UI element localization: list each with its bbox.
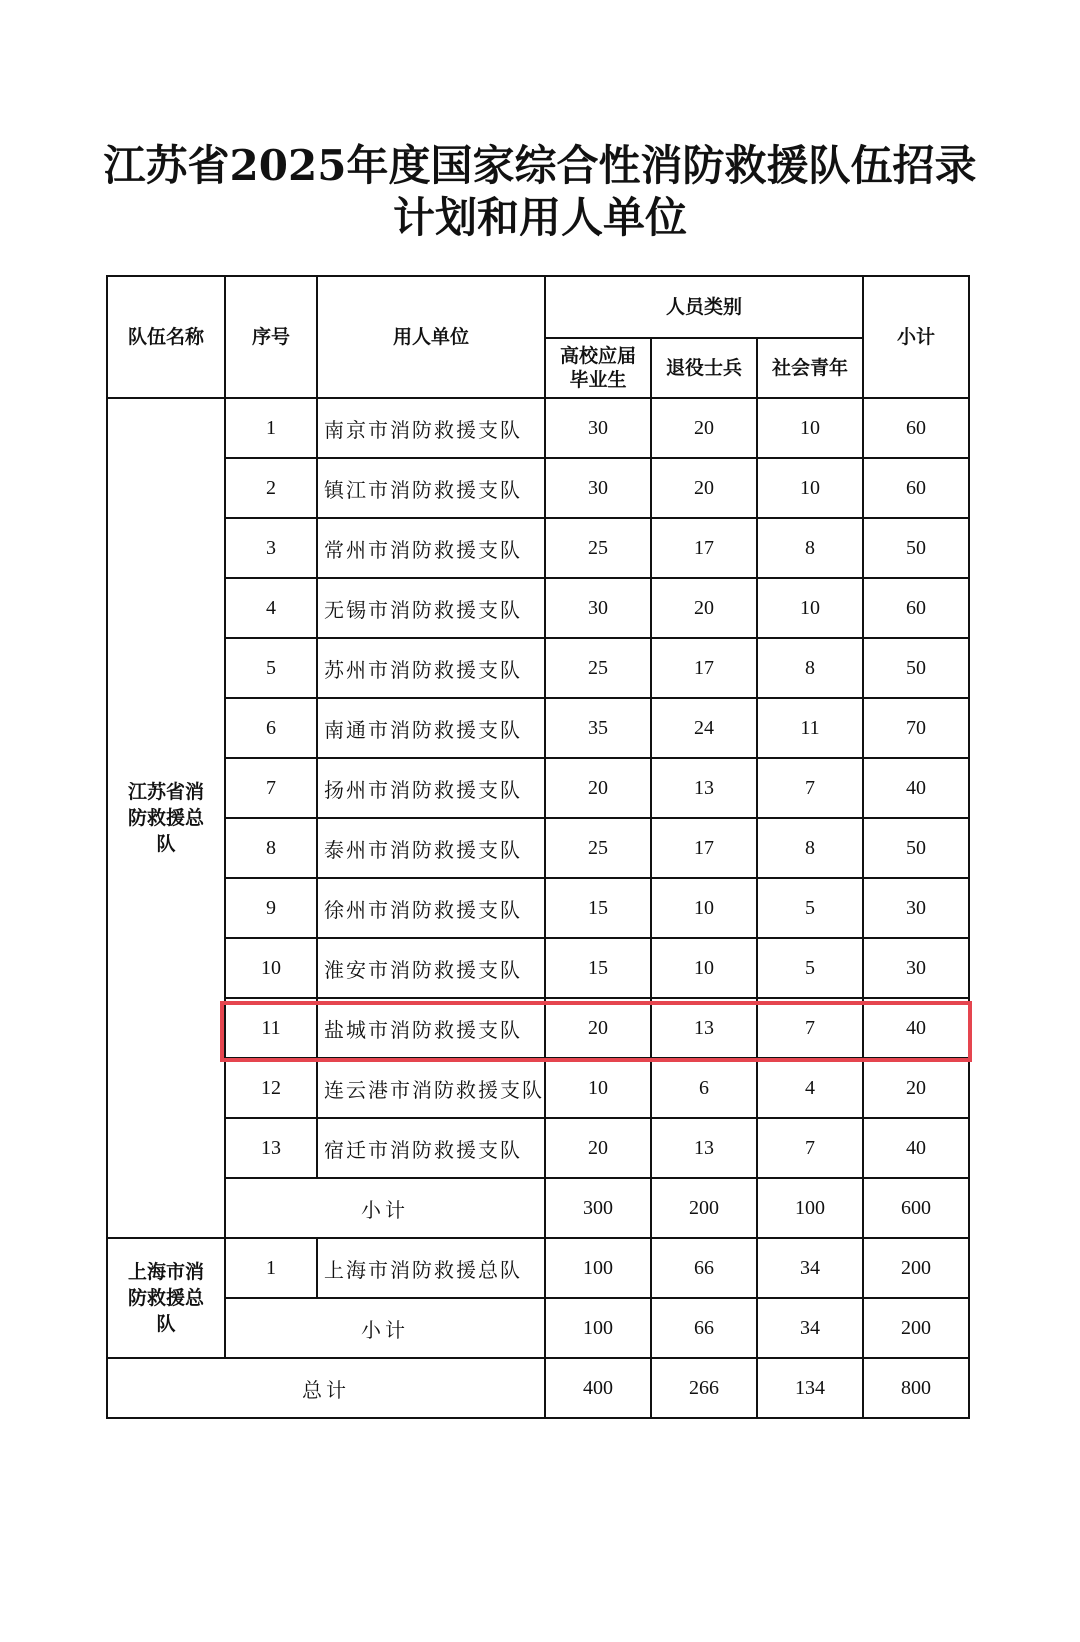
table-row: [107, 518, 969, 578]
youth-cell: 11: [757, 698, 863, 758]
unit-cell: 淮安市消防救援支队: [317, 938, 545, 998]
youth-cell: 5: [757, 878, 863, 938]
seq-cell: 6: [225, 698, 317, 758]
graduates-cell: 20: [545, 758, 651, 818]
unit-cell: 连云港市消防救援支队: [317, 1058, 545, 1118]
veterans-cell: 17: [651, 818, 757, 878]
youth-cell: 34: [757, 1298, 863, 1358]
subtotal-cell: 60: [863, 398, 969, 458]
subtotal-cell: 60: [863, 458, 969, 518]
seq-cell: 5: [225, 638, 317, 698]
seq-cell: 8: [225, 818, 317, 878]
unit-cell: 无锡市消防救援支队: [317, 578, 545, 638]
seq-cell: 12: [225, 1058, 317, 1118]
youth-cell: 7: [757, 758, 863, 818]
youth-cell: 8: [757, 818, 863, 878]
subtotal-cell: 50: [863, 518, 969, 578]
seq-cell: 3: [225, 518, 317, 578]
unit-cell: 宿迁市消防救援支队: [317, 1118, 545, 1178]
subtotal-cell: 200: [863, 1298, 969, 1358]
subtotal-cell: 30: [863, 878, 969, 938]
table-row: [107, 938, 969, 998]
unit-cell: 上海市消防救援总队: [317, 1238, 545, 1298]
graduates-cell: 30: [545, 398, 651, 458]
veterans-cell: 20: [651, 398, 757, 458]
youth-cell: 10: [757, 578, 863, 638]
team-name-text: 上海市消防救援总队: [127, 1261, 204, 1335]
total-label: 总计: [107, 1358, 545, 1418]
youth-cell: 10: [757, 398, 863, 458]
graduates-cell: 15: [545, 938, 651, 998]
group-subtotal-row: [107, 1298, 969, 1358]
seq-cell: 13: [225, 1118, 317, 1178]
youth-cell: 10: [757, 458, 863, 518]
table-row: [107, 398, 969, 458]
subtotal-cell: 600: [863, 1178, 969, 1238]
header-subtotal: 小计: [863, 276, 969, 398]
subtotal-cell: 800: [863, 1358, 969, 1418]
seq-cell: 9: [225, 878, 317, 938]
graduates-cell: 100: [545, 1238, 651, 1298]
total-row: [107, 1358, 969, 1418]
youth-cell: 7: [757, 998, 863, 1058]
table-row: [107, 1238, 969, 1298]
unit-cell: 苏州市消防救援支队: [317, 638, 545, 698]
subtotal-cell: 40: [863, 998, 969, 1058]
table-row: [107, 638, 969, 698]
unit-cell: 南通市消防救援支队: [317, 698, 545, 758]
youth-cell: 4: [757, 1058, 863, 1118]
unit-cell: 徐州市消防救援支队: [317, 878, 545, 938]
graduates-cell: 100: [545, 1298, 651, 1358]
table-row: [107, 1058, 969, 1118]
header-category: 人员类别: [545, 276, 863, 338]
unit-cell: 泰州市消防救援支队: [317, 818, 545, 878]
graduates-cell: 15: [545, 878, 651, 938]
graduates-cell: 25: [545, 818, 651, 878]
unit-cell: 扬州市消防救援支队: [317, 758, 545, 818]
veterans-cell: 266: [651, 1358, 757, 1418]
youth-cell: 7: [757, 1118, 863, 1178]
seq-cell: 1: [225, 398, 317, 458]
table-body: [107, 398, 969, 1418]
header-seq: 序号: [225, 276, 317, 398]
subtotal-cell: 70: [863, 698, 969, 758]
header-team: 队伍名称: [107, 276, 225, 398]
graduates-cell: 35: [545, 698, 651, 758]
subtotal-cell: 50: [863, 818, 969, 878]
table-row: [107, 878, 969, 938]
unit-cell: 南京市消防救援支队: [317, 398, 545, 458]
subtotal-cell: 50: [863, 638, 969, 698]
graduates-cell: 400: [545, 1358, 651, 1418]
youth-cell: 134: [757, 1358, 863, 1418]
page-title: 江苏省2025年度国家综合性消防救援队伍招录计划和用人单位: [103, 141, 977, 242]
veterans-cell: 13: [651, 758, 757, 818]
veterans-cell: 66: [651, 1238, 757, 1298]
header-graduates: [545, 338, 651, 398]
team-name-text: 江苏省消防救援总队: [127, 781, 204, 855]
veterans-cell: 66: [651, 1298, 757, 1358]
veterans-cell: 17: [651, 518, 757, 578]
unit-cell: 常州市消防救援支队: [317, 518, 545, 578]
veterans-cell: 17: [651, 638, 757, 698]
youth-cell: 5: [757, 938, 863, 998]
graduates-cell: 20: [545, 998, 651, 1058]
graduates-cell: 25: [545, 638, 651, 698]
veterans-cell: 13: [651, 1118, 757, 1178]
graduates-cell: 20: [545, 1118, 651, 1178]
seq-cell: 1: [225, 1238, 317, 1298]
table-row: [107, 998, 969, 1058]
subtotal-cell: 30: [863, 938, 969, 998]
team-name: [107, 398, 225, 1238]
group-subtotal-label: 小计: [225, 1298, 545, 1358]
table-row: [107, 458, 969, 518]
veterans-cell: 20: [651, 458, 757, 518]
veterans-cell: 13: [651, 998, 757, 1058]
table-row: [107, 698, 969, 758]
graduates-cell: 30: [545, 458, 651, 518]
veterans-cell: 20: [651, 578, 757, 638]
subtotal-cell: 60: [863, 578, 969, 638]
table-row: [107, 578, 969, 638]
graduates-cell: 300: [545, 1178, 651, 1238]
table-row: [107, 818, 969, 878]
header-unit: 用人单位: [317, 276, 545, 398]
table-row: [107, 758, 969, 818]
veterans-cell: 6: [651, 1058, 757, 1118]
unit-cell: 镇江市消防救援支队: [317, 458, 545, 518]
header-graduates-text: 高校应届毕业生: [559, 345, 636, 391]
seq-cell: 2: [225, 458, 317, 518]
seq-cell: 11: [225, 998, 317, 1058]
seq-cell: 7: [225, 758, 317, 818]
recruitment-table: [106, 275, 970, 1419]
seq-cell: 4: [225, 578, 317, 638]
seq-cell: 10: [225, 938, 317, 998]
youth-cell: 100: [757, 1178, 863, 1238]
group-subtotal-label: 小计: [225, 1178, 545, 1238]
subtotal-cell: 20: [863, 1058, 969, 1118]
graduates-cell: 25: [545, 518, 651, 578]
group-subtotal-row: [107, 1178, 969, 1238]
veterans-cell: 24: [651, 698, 757, 758]
youth-cell: 34: [757, 1238, 863, 1298]
veterans-cell: 10: [651, 938, 757, 998]
table-row: [107, 1118, 969, 1178]
youth-cell: 8: [757, 518, 863, 578]
graduates-cell: 30: [545, 578, 651, 638]
graduates-cell: 10: [545, 1058, 651, 1118]
header-veterans: 退役士兵: [651, 338, 757, 398]
subtotal-cell: 200: [863, 1238, 969, 1298]
veterans-cell: 10: [651, 878, 757, 938]
subtotal-cell: 40: [863, 758, 969, 818]
veterans-cell: 200: [651, 1178, 757, 1238]
subtotal-cell: 40: [863, 1118, 969, 1178]
team-name: [107, 1238, 225, 1358]
youth-cell: 8: [757, 638, 863, 698]
header-youth: 社会青年: [757, 338, 863, 398]
unit-cell: 盐城市消防救援支队: [317, 998, 545, 1058]
